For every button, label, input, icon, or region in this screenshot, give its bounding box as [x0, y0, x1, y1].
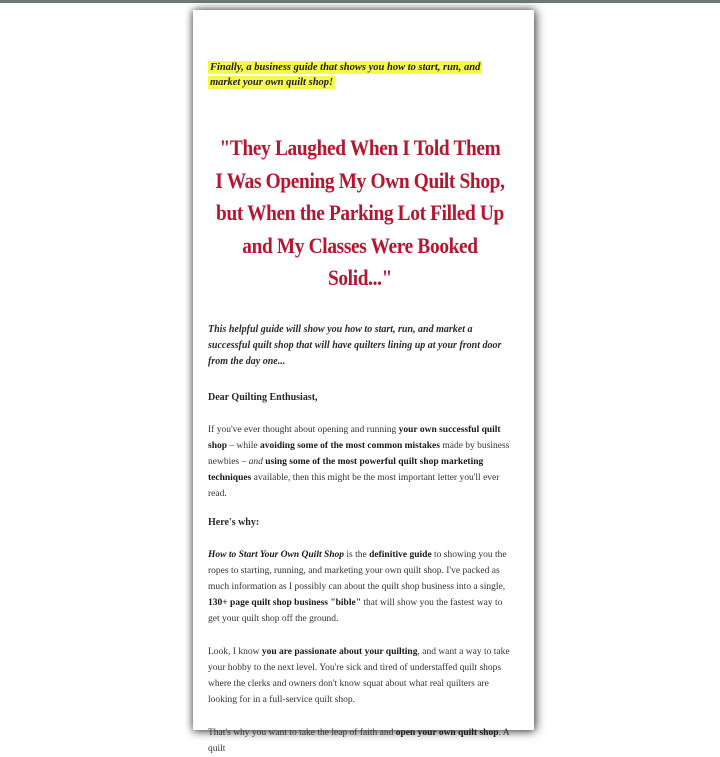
- highlighted-tagline: Finally, a business guide that shows you how to start, run, and market your own quilt shop!: [210, 62, 481, 88]
- bold-run: definitive guide: [369, 549, 432, 560]
- text-run: that will show you the fastest way to get your quilt shop off the ground.: [208, 597, 503, 624]
- subheadline: This helpful guide will show you how to start, run, and market a successful quilt shop that will have quilters lining up at your front door from the day one...: [208, 323, 502, 367]
- paragraph-passion: [208, 644, 513, 708]
- intro-tagline: [208, 60, 513, 90]
- headline: "They Laughed When I Told Them I Was Opening My Own Quilt Shop, but When the Parking Lot Filled Up and My Classes Were Booked Solid...": [215, 135, 505, 290]
- bold-run: using some of the most powerful quilt shop marketing techniques: [208, 456, 484, 483]
- text-run: to showing you the ropes to starting, running, and marketing your own quilt shop. I've packed as much information as I possibly can about the quilt shop business into a single,: [208, 549, 507, 592]
- text-run: . A quilt: [208, 727, 510, 754]
- bold-run: your own successful quilt shop: [208, 424, 501, 451]
- italic-run: and: [248, 456, 263, 467]
- text-run: That's why you want to take the leap of faith and: [208, 727, 396, 738]
- bold-run: you are passionate about your quilting: [261, 646, 418, 657]
- paragraph-guide: [208, 547, 513, 627]
- text-run: made by business newbies –: [208, 440, 510, 467]
- text-run: Look, I know: [208, 646, 262, 657]
- bold-run: avoiding some of the most common mistakes: [260, 440, 440, 451]
- bold-run: 130+ page quilt shop business "bible": [208, 597, 361, 608]
- book-title: How to Start Your Own Quilt Shop: [208, 549, 345, 560]
- text-run: – while: [227, 440, 260, 451]
- salutation: Dear Quilting Enthusiast,: [208, 391, 318, 403]
- heres-why-heading: Here's why:: [208, 516, 260, 528]
- text-run: , and want a way to take your hobby to the next level. You're sick and tired of understaffed quilt shops where the clerks and owners don't know squat about what real quilters are looking for in a full-service quilt shop.: [208, 646, 510, 705]
- sales-letter-content: [208, 60, 513, 757]
- paragraph-leap: [208, 725, 513, 757]
- text-run: available, then this might be the most important letter you'll ever read.: [208, 472, 500, 499]
- bold-run: open your own quilt shop: [395, 727, 499, 738]
- paragraph-intro: [208, 422, 513, 502]
- text-run: If you've ever thought about opening and running: [208, 424, 399, 435]
- text-run: is the: [344, 549, 370, 560]
- top-border: [0, 0, 720, 3]
